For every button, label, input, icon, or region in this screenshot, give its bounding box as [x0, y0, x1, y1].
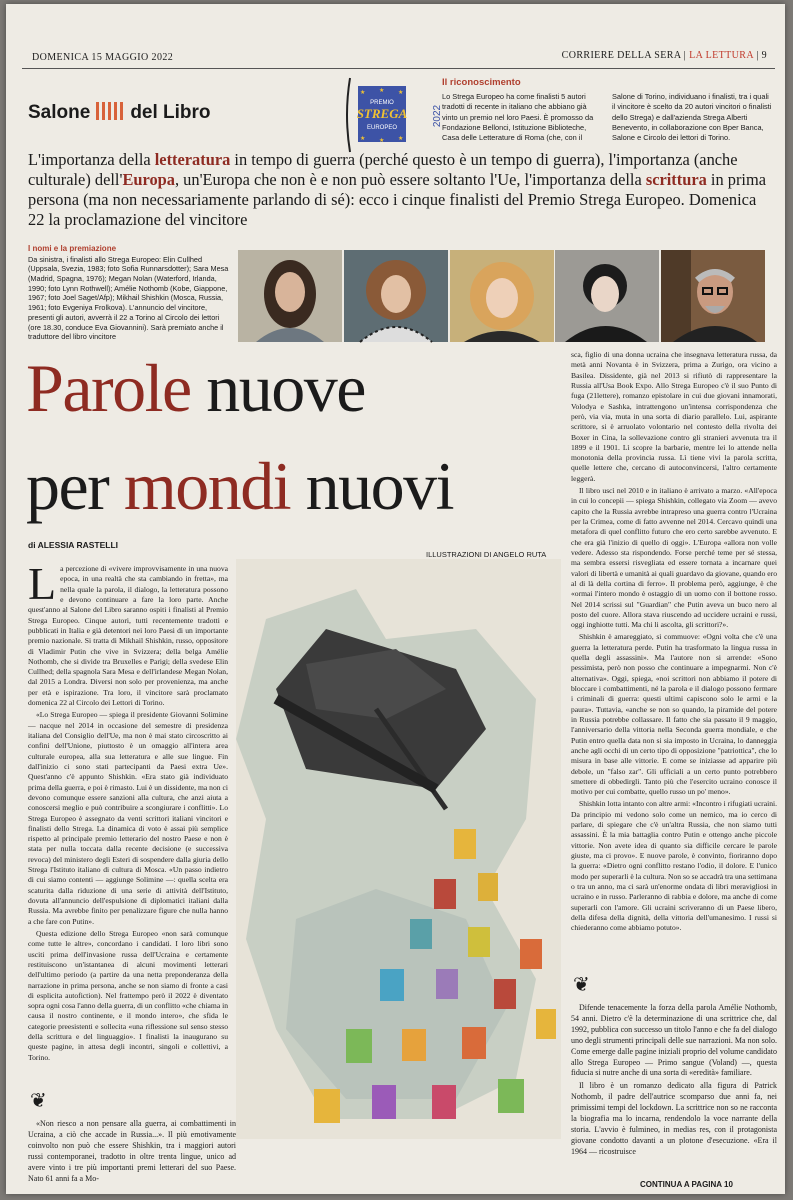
salone-word: Salone: [28, 102, 91, 123]
article-paragraph-6: Il libro uscì nel 2010 e in italiano è arrivato a marzo. «All'epoca in cui lo concepii — spiega Shishkin, collegato via Zoom — avevo capito che la Russia avrebbe intrapreso una guerra contro l'Ucraina per la Crimea, come di fatto avvenne nel 2014. Cercavo quindi una metafora di quel conflitto futuro che ero certo sarebbe avvenuto. E che era già l'inizio di quello di oggi». L'Europa «allora non volle vedere. Adesso sta rispondendo. Forse perché teme per sé stessa, ma sembra essersi risvegliata ed essere tornata a incarnare quei valori di libertà e umanità ai quali guardavo da giovane, quando ero al di là della cortina di ferro». Il problema però, aggiunge, è che «ormai l'intero mondo è ostaggio di un uomo con il bottone rosso. Nel 2014 scrissi sul "Guardian" che Putin aveva un buco nero al posto del cuore. Allora stava riuscendo ad uccidere ucraini e russi, oggi inghiotte tutti. Ma chi li ascolta, gli scrittori?».: [571, 486, 777, 630]
running-header: [20, 50, 771, 66]
deck-keyword-scrittura: scrittura: [645, 170, 707, 190]
deck-text-3: , un'Europa che non è e non può essere soltanto l'Ue, l'importanza della: [174, 170, 646, 190]
masthead-line: CORRIERE DELLA SERA | LA LETTURA | 9: [561, 50, 767, 61]
headline-word-5: nuovi: [305, 448, 454, 524]
deck-text-2: in tempo di guerra (perché questo è un tempo di guerra), l'importanza (anche culturale) dell': [28, 150, 738, 190]
article-paragraph-1: a percezione di «vivere improvvisamente in una nuova epoca, in una realtà che sta cambiando in fretta», ma nella quale la parola, il dialogo, la letteratura possono e devono continuare a fare la loro parte. Anche quest'anno al Salone del Libro saranno ospiti i finalisti al Premio Strega Europeo. Cinque autori, tutti recentemente tradotti e pubblicati in Italia e già detentori nei loro Paesi di un importante premio nazionale. Si tratta di Mikhail Shishkin, russo, oppositore di Vladimir Putin che vive in Svizzera; della belga Amélie Nothomb, che si divide tra Bruxelles e Parigi; della svedese Elin Cullhed; della spagnola Sara Mesa e dell'irlandese Megan Nolan, dal 2015 a Londra. Diversi non solo per provenienza, ma anche per età e ispirazione. Tra loro, il vincitore sarà proclamato domenica 22 al Circolo dei Lettori di Torino.: [28, 564, 228, 708]
portrait-mikhail-shishkin: [661, 250, 765, 342]
ornament-icon-2: ❦: [573, 974, 590, 996]
header-rule: [22, 68, 775, 69]
headline-word-2: nuove: [206, 350, 365, 426]
article-paragraph-2: «Lo Strega Europeo — spiega il presidente Giovanni Solimine — nacque nel 2014 in occasione del semestre di presidenza italiana del Consiglio dell'Ue, ma non è mai stato circoscritto ai confini dell'Unione, piuttosto è un omaggio all'intera area culturale europea, alla sua letteratura e alle sue lingue. Fin dall'inizio ci sono stati partecipanti da Paesi extra Ue». Quest'anno c'è appunto Shishkin. «Era stato già individuato prima della guerra, e poi è rimasto. Lui è un dissidente, ma non ci devono comunque essere sanzioni alla cultura, che anzi aiuta a conoscersi meglio e può contribuire a scongiurare i conflitti». Lo Strega Europeo è assegnato da venti scrittori italiani vincitori e finalisti dello Strega. La dinamica di voto è assai più semplice rispetto al principale premio letterario del nostro Paese e non è stata per nulla toccata dalla recente decisione (e successiva revoca) del ministero degli Esteri di sospendere dalla giuria dello Strega l'Istituto italiano di cultura di Mosca. «Un passo indietro di cui siamo contenti — aggiunge Solimine —: quella scelta era scaturita dalla riduzione di una serie di attività dell'Istituto, dovuta all'annuncio dell'espulsione di diplomatici italiani dalla Russia. Ma avrebbe finito per penalizzare figure che nulla hanno a che fare con Putin».: [28, 710, 228, 926]
page-number: 9: [761, 50, 767, 61]
issue-date: DOMENICA 15 MAGGIO 2022: [32, 52, 174, 63]
caption-title: I nomi e la premiazione: [28, 244, 117, 253]
deck-keyword-europa: Europa: [122, 170, 175, 190]
prize-box: [442, 76, 772, 143]
headline-word-1: Parole: [26, 350, 191, 426]
prize-title: Il riconoscimento: [442, 77, 521, 88]
article-column-1-bottom: [28, 1084, 236, 1186]
libro-word: del Libro: [130, 102, 211, 123]
byline: di ALESSIA RASTELLI: [28, 540, 119, 550]
svg-text:★: ★: [360, 89, 366, 96]
portrait-megan-nolan: [450, 250, 554, 342]
portrait-amelie-nothomb: [555, 250, 659, 342]
badge-line1: PREMIO: [370, 100, 394, 106]
svg-text:★: ★: [398, 89, 404, 96]
portrait-elin-cullhed: [238, 250, 342, 342]
article-column-1: [28, 558, 229, 1065]
svg-text:★: ★: [379, 87, 385, 94]
section-logo: [28, 102, 211, 124]
headline-word-4: mondi: [123, 448, 291, 524]
article-paragraph-5: sca, figlio di una donna ucraina che insegnava letteratura russa, da metà anni Novanta è in Svizzera, prima a Zurigo, ora vicino a Basilea. Dissidente, già nel 2013 si rifiutò di rappresentare la Russia all'Usa Book Expo. Allo Strega Europeo c'è il suo Punto di fuga (21lettere), romanzo epistolare in cui due giovani innamorati, Volodya e Sashka, intrattengono un'intensa corrispondenza che però, via via, muta in una sorta di diario parallelo. Lui, aspirante scrittore, si è arruolato volontario nel contesto della rivolta dei Boxer in Cina, la sollevazione contro gli stranieri avvenuta tra il 1899 e il 1901. Lì scopre la barbarie, mentre lei lo attende nella monotonia della provincia russa. Lì tiene vivi la parola scritta, quelle lettere che, cercano di autoconvincersi, l'altro certamente leggerà.: [571, 350, 777, 483]
article-paragraph-9: Difende tenacemente la forza della parola Amélie Nothomb, 54 anni. Dietro c'è la determinazione di una scrittrice che, dal 1992, pubblica con successo un titolo l'anno e che fa del dialogo uno degli strumenti principali delle sue narrazioni. Ma non solo. Come emerge dalle pagine iniziali proprio del volume candidato allo Strega Europeo — Primo sangue (Voland) —, questa fiducia si nutre anche di una sorta di «eredità» familiare.: [571, 1003, 778, 1078]
prize-text: Lo Strega Europeo ha come finalisti 5 autori tradotti di recente in italiano che abbiano già vinto un premio nel loro Paesi. È promosso da Fondazione Bellonci, Istituzione Biblioteche, Casa delle Letterature di Roma (che, con il Salone di Torino, individuano i finalisti, tra i quali il vincitore è scelto da 20 autori vincitori o finalisti dello Strega) e dall'azienda Strega Alberti Benevento, in collaborazione con Bper Banca, Salone e Circolo dei lettori di Torino.: [442, 92, 772, 142]
article-paragraph-8: Shishkin lotta intanto con altre armi: «Incontro i rifugiati ucraini. Da principio mi vedono solo come un nemico, ma io cerco di parlare, di spiegare che c'è un'altra Russia, che non siamo tutti assassini. È la mia battaglia contro Putin e ottengo anche piccole vittorie. Non avete idea di quanto sia difficile cercare le parole giuste, ma ci provo». E nuove parole, è convinto, fioriranno dopo la guerra: «Dietro ogni conflitto restano l'odio, il dolore. E l'unico modo per superarli è la cultura. Non so se accadrà tra una settimana o tra un anno, ma ci sarà un'enorme ondata di libri meravigliosi in ucraino e in russo. Parleranno di rabbia e dolore, ma anche di come superarli con l'amore. Gli ucraini scriveranno di un Paese libero, della difesa della dignità, della vittoria dell'umanesimo. I russi si chiederanno come abbiamo potuto».: [571, 799, 777, 933]
section-name: LA LETTURA: [689, 50, 754, 61]
svg-text:★: ★: [360, 135, 366, 142]
headline-word-3: per: [26, 448, 109, 524]
deck-keyword-letteratura: letteratura: [154, 150, 231, 169]
illustration-credit: ILLUSTRAZIONI DI ANGELO RUTA: [426, 550, 547, 559]
illustration: [236, 559, 561, 1139]
tank-books-illustration: [236, 559, 561, 1139]
ornament-icon: ❦: [30, 1090, 47, 1112]
badge-line2: STREGA: [356, 106, 408, 121]
article-paragraph-7: Shishkin è amareggiato, si commuove: «Ogni volta che c'è una guerra la letteratura perde. Putin ha trasformato la lingua russa in quella degli assassini». Ma l'autore non si arrende: «Sono pessimista, però non posso che continuare a impegnarmi. Non c'è alternativa». Oggi, spiega, «noi scrittori non abbiamo il potere di bloccare i combattimenti, né la parola e il dialogo possono fermare i criminali di guerra: questi ultimi capiscono solo le armi e la paura». Tuttavia, «anche se non so quando, la piramide del potere in Russia potrebbe collassare. Il fatto che sia passato il 9 maggio, l'anniversario della vittoria nella Seconda guerra mondiale, e che Putin entro quella data non si sia imposto in Ucraina, lo danneggia anche agli occhi di un certo tipo di opposizione "patriottica", che lo misura in base alle vittorie. E come se iniziasse ad apparire più debole, un "falso zar". Gli ufficiali a un certo punto potrebbero smettere di obbedirgli. Tanto più che l'esercito ucraino conosce il motivo per cui combatte, quello russo un po' meno».: [571, 632, 777, 797]
article-column-3: [571, 350, 777, 936]
article-paragraph-4: «Non riesco a non pensare alla guerra, ai combattimenti in Ucraina, a ciò che accade in Russia...». Il più emotivamente coinvolto non può che essere Shishkin, tra i maggiori autori russi contemporanei, tradotto in oltre trenta lingue, unico ad avere vinto i tre più importanti premi letterari del suo Paese. Nato 61 anni fa a Mo-: [28, 1119, 236, 1183]
article-paragraph-10: Il libro è un romanzo dedicato alla figura di Patrick Nothomb, il padre dell'autrice scomparso due anni fa, nei primissimi tempi del lockdown. La scrittrice non so ne racconta la biografia ma lo incarna, rendendolo la voce narrante della storia. L'avvio è fulmineo, in medias res, con il protagonista giovane condotto davanti a un plotone d'esecuzione. «Era il 1964 — ricostruisce: [571, 1081, 777, 1156]
article-column-3-bottom: [571, 968, 777, 1159]
newspaper-page: [6, 4, 785, 1194]
portrait-sara-mesa: [344, 250, 448, 342]
badge-line3: EUROPEO: [366, 125, 398, 131]
standfirst: [28, 150, 776, 230]
deck-text-4: in prima persona (ma non necessariamente parlando di sé): ecco i cinque finalisti del Premio Strega Europeo. Domenica 22 la proclamazione del vincitore: [28, 170, 767, 230]
strega-europeo-badge: [342, 74, 443, 156]
article-paragraph-3: Questa edizione dello Strega Europeo «non sarà comunque come tutte le altre», concordano i candidati. I loro libri sono usciti prima dell'invasione russa dell'Ucraina e certamente restituiscono un'istantanea di alcuni movimenti letterari dell'ultimo periodo (a partire da una netta preponderanza della narrazione in prima persona, anche se non siamo di fronte a casi di esplicita autofiction). Nel frattempo però il 2022 è diventato sopra ogni cosa l'anno della guerra, di un conflitto «che chiama in causa il nostro continente, e il mondo intero», che sfida le categorie preesistenti e sollecita «una riflessione sul senso stesso della scrittura e del linguaggio». I finalisti la inaugurano su queste pagine, in attesa degli incontri, singoli e collettivi, a Torino.: [28, 928, 229, 1062]
svg-text:★: ★: [379, 137, 385, 144]
badge-year: 2022: [432, 104, 443, 128]
deck-text-1: L'importanza della: [28, 150, 155, 169]
caption-text: Da sinistra, i finalisti allo Strega Europeo: Elin Cullhed (Uppsala, Svezia, 1983; foto Sofia Runnarsdotter); Sara Mesa (Madrid, Spagna, 1976); Megan Nolan (Waterford, Irlanda, 1990; foto Lynn Rothwell); Amélie Nothomb (Kobe, Giappone, 1967; foto Joel Saget/Afp); Mikhail Shishkin (Mosca, Russia, 1961; foto Evgeniya Frolkova). L'annuncio del vincitore, presenti gli autori, avverrà il 22 a Torino al Circolo dei lettori (ore 18.30, conduce Eva Giovannini). Sarà premiato anche il traduttore del libro vincitore: [28, 254, 229, 342]
salone-logo-icon: [96, 102, 124, 120]
continued-link[interactable]: CONTINUA A PAGINA 10: [640, 1180, 733, 1189]
strega-badge-icon: [342, 74, 443, 156]
paper-name: CORRIERE DELLA SERA: [561, 50, 681, 61]
photo-caption: [28, 244, 230, 342]
headline: [26, 350, 454, 524]
svg-text:★: ★: [398, 135, 404, 142]
drop-cap: L: [28, 558, 57, 609]
